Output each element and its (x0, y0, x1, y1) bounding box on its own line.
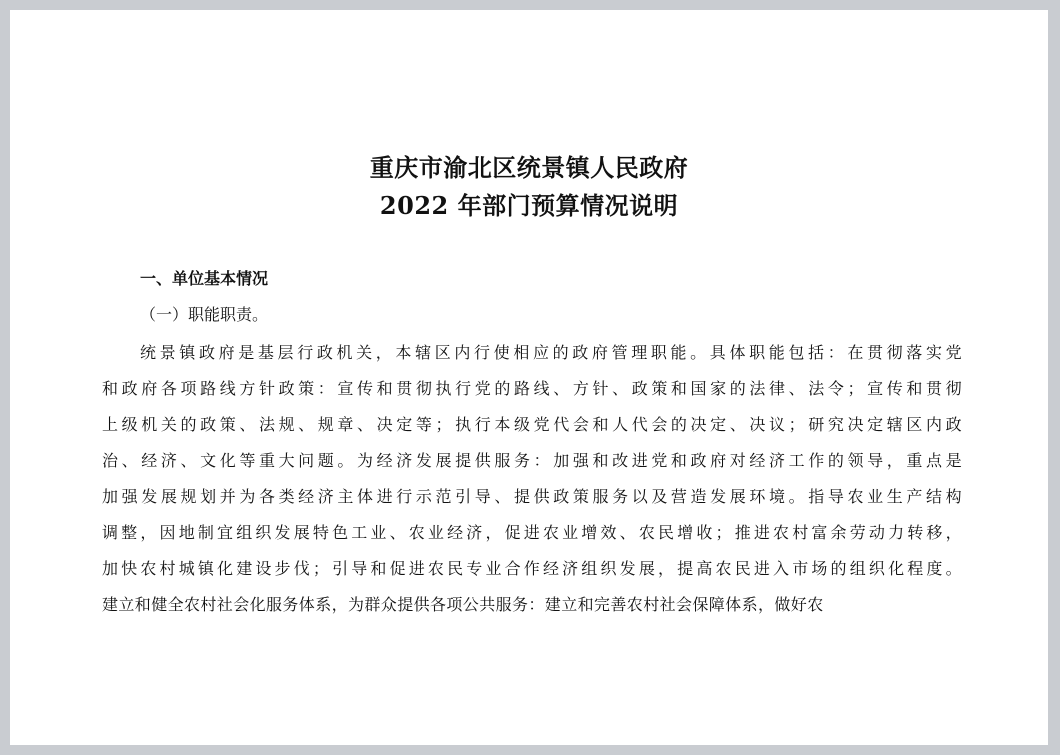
subsection-heading: （一）职能职责。 (140, 305, 269, 324)
body-line-6: 调整，因地制宜组织发展特色工业、农业经济，促进农业增效、农民增收；推进农村富余劳动力转移， (102, 523, 962, 542)
body-line-2: 和政府各项路线方针政策：宣传和贯彻执行党的路线、方针、政策和国家的法律、法令；宣传和贯彻 (102, 379, 962, 398)
body-line-3: 上级机关的政策、法规、规章、决定等；执行本级党代会和人代会的决定、决议；研究决定辖区内政 (102, 415, 962, 434)
body-line-8: 建立和健全农村社会化服务体系，为群众提供各项公共服务：建立和完善农村社会保障体系，做好农 (102, 595, 824, 614)
document-page (10, 10, 1048, 745)
body-line-7: 加快农村城镇化建设步伐；引导和促进农民专业合作经济组织发展，提高农民进入市场的组织化程度。 (102, 559, 962, 578)
body-line-1: 统景镇政府是基层行政机关，本辖区内行使相应的政府管理职能。具体职能包括：在贯彻落实党 (140, 343, 962, 362)
body-line-5: 加强发展规划并为各类经济主体进行示范引导、提供政策服务以及营造发展环境。指导农业生产结构 (102, 487, 962, 506)
document-title-line-1: 重庆市渝北区统景镇人民政府 (369, 153, 689, 182)
document-title-line-2: 2022 年部门预算情况说明 (379, 191, 679, 220)
body-line-4: 治、经济、文化等重大问题。为经济发展提供服务：加强和改进党和政府对经济工作的领导，重点是 (102, 451, 962, 470)
section-heading: 一、单位基本情况 (140, 269, 269, 288)
